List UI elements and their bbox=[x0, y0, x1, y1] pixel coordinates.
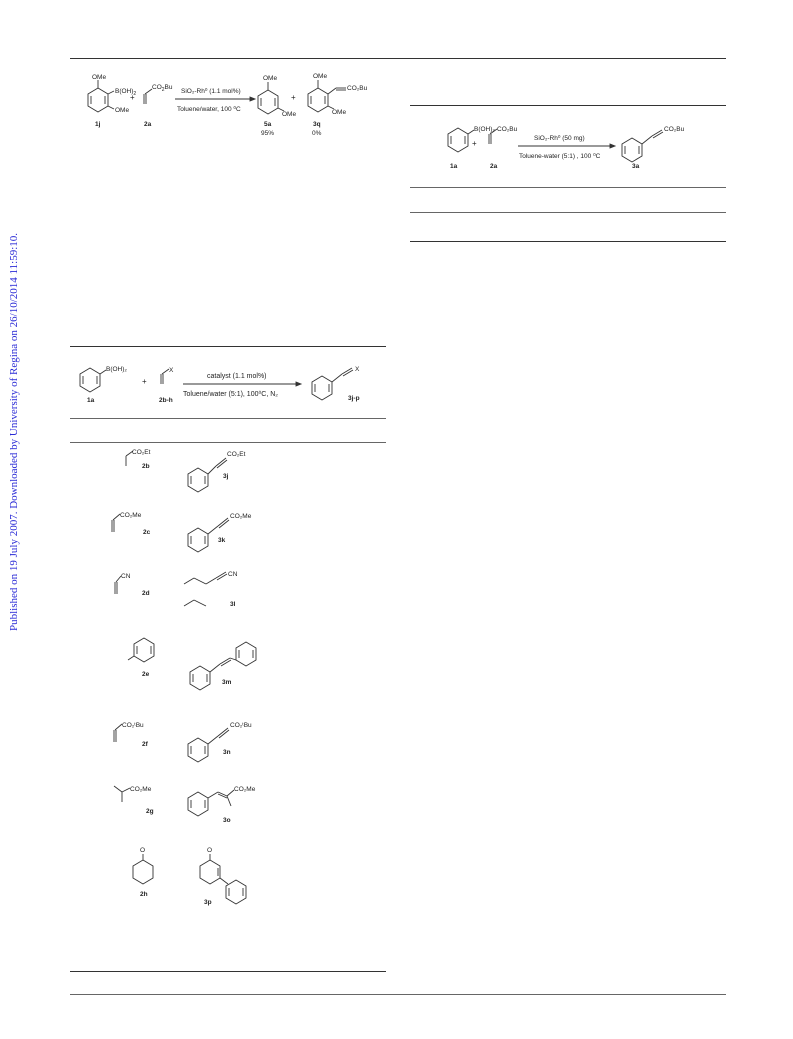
p2-group: CO₂Bu bbox=[347, 85, 368, 92]
product-group: O bbox=[207, 847, 213, 854]
left-table-top-rule bbox=[70, 346, 386, 347]
substrate-label: 2e bbox=[142, 671, 150, 678]
table-row bbox=[110, 778, 310, 828]
product-group: CO₂Et bbox=[227, 451, 246, 458]
r1-boron: $B(OH)_2$ bbox=[115, 88, 137, 97]
right-table-top-rule bbox=[410, 105, 726, 106]
r2-label: 2a bbox=[490, 163, 498, 170]
table-row bbox=[110, 506, 310, 556]
condition-below: Toluene/water (5:1), 100⁰C, N₂ bbox=[183, 391, 279, 398]
table-row bbox=[110, 716, 310, 766]
plus-1: + bbox=[130, 93, 135, 102]
p-label: 3j-p bbox=[348, 395, 360, 402]
product-group: CN bbox=[228, 571, 238, 578]
substrate-label: 2f bbox=[142, 741, 148, 748]
substrate-label: 2g bbox=[146, 808, 154, 815]
left-table-bottom-rule bbox=[70, 971, 386, 972]
product-label: 3l bbox=[230, 601, 236, 608]
r1-boron: B(OH)₂ bbox=[106, 366, 127, 373]
scheme-table-header bbox=[70, 354, 386, 414]
table-row bbox=[110, 634, 310, 694]
r2-group: CO₂Bu bbox=[497, 126, 518, 133]
r2-label: 2b-h bbox=[159, 397, 173, 404]
p1-yield: 95% bbox=[261, 130, 275, 137]
substrate-group: CN bbox=[121, 573, 131, 580]
right-table-rule-3 bbox=[410, 212, 726, 213]
p2-yield: 0% bbox=[312, 130, 322, 137]
product-label: 3n bbox=[223, 749, 231, 756]
substrate-group: CO₂Et bbox=[132, 449, 151, 456]
condition-above: SiO₂-Rh⁰ (50 mg) bbox=[534, 135, 585, 142]
product-structure bbox=[312, 368, 353, 400]
reactant-1j-structure bbox=[88, 80, 114, 112]
reactant-1a-structure bbox=[448, 128, 474, 152]
condition-above: catalyst (1.1 mol%) bbox=[207, 373, 267, 380]
right-table-rule-2 bbox=[410, 187, 726, 188]
page-top-rule bbox=[70, 58, 726, 59]
product-label: 3o bbox=[223, 817, 231, 824]
left-table-rule-2 bbox=[70, 418, 386, 419]
r1-boron: B(OH)₂ bbox=[474, 126, 495, 133]
table-row bbox=[110, 842, 310, 922]
substrate-group: CO₂ᵗBu bbox=[122, 722, 144, 729]
p2-ome-top: OMe bbox=[313, 73, 328, 80]
p2-ome-bottom: OMe bbox=[332, 109, 347, 116]
r2-group: $CO_2Bu$ bbox=[152, 84, 173, 93]
r1-label: 1a bbox=[87, 397, 95, 404]
left-table-rule-3 bbox=[70, 442, 386, 443]
condition-below: Toluene-water (5:1) , 100 ⁰C bbox=[519, 153, 601, 160]
r2-group: X bbox=[169, 367, 174, 374]
r1-label: 1a bbox=[450, 163, 458, 170]
condition-below: Toluene/water, 100 ⁰C bbox=[177, 106, 241, 113]
p1-ome-top: OMe bbox=[263, 75, 278, 82]
product-5a-structure bbox=[258, 82, 284, 114]
product-label: 3p bbox=[204, 899, 212, 906]
r1-ome-bottom: OMe bbox=[115, 107, 130, 114]
product-label: 3m bbox=[222, 679, 232, 686]
product-label: 3k bbox=[218, 537, 226, 544]
product-3q-structure bbox=[308, 80, 346, 112]
scheme-top-left bbox=[70, 66, 390, 146]
substrate-label: 2c bbox=[143, 529, 151, 536]
p-label: 3a bbox=[632, 163, 640, 170]
reactant-2a-structure bbox=[144, 89, 152, 104]
table-row bbox=[110, 446, 310, 496]
p1-label: 5a bbox=[264, 121, 272, 128]
plus: + bbox=[472, 139, 477, 148]
r1-label: 1j bbox=[95, 121, 101, 128]
right-table-bottom-rule bbox=[410, 241, 726, 242]
p2-label: 3q bbox=[313, 121, 321, 128]
table-row bbox=[110, 568, 310, 618]
scheme-top-right bbox=[410, 114, 726, 184]
plus-2: + bbox=[291, 93, 296, 102]
product-group: CO₂ᵗBu bbox=[230, 722, 252, 729]
reactant-2-structure bbox=[161, 369, 169, 384]
product-group: CO₂Me bbox=[230, 513, 252, 520]
substrate-label: 2h bbox=[140, 891, 148, 898]
r2-label: 2a bbox=[144, 121, 152, 128]
reactant-1a-structure bbox=[80, 368, 106, 392]
product-group: CO₂Me bbox=[234, 786, 256, 793]
substrate-group: CO₂Me bbox=[130, 786, 152, 793]
condition-above: SiO₂-Rh⁰ (1.1 mol%) bbox=[181, 88, 241, 95]
p-group: CO₂Bu bbox=[664, 126, 685, 133]
product-label: 3j bbox=[223, 473, 229, 480]
download-notice: Published on 19 July 2007. Downloaded by University of Regina on 26/10/2014 11:59:10. bbox=[8, 233, 20, 632]
substrate-group: CO₂Me bbox=[120, 512, 142, 519]
plus: + bbox=[142, 377, 147, 386]
p1-ome-bottom: OMe bbox=[282, 111, 297, 118]
p-group: X bbox=[355, 366, 360, 373]
substrate-label: 2b bbox=[142, 463, 150, 470]
substrate-label: 2d bbox=[142, 590, 150, 597]
substrate-group: O bbox=[140, 847, 146, 854]
page-bottom-rule bbox=[70, 994, 726, 995]
product-3a-structure bbox=[622, 130, 663, 162]
r1-ome-top: OMe bbox=[92, 74, 107, 81]
